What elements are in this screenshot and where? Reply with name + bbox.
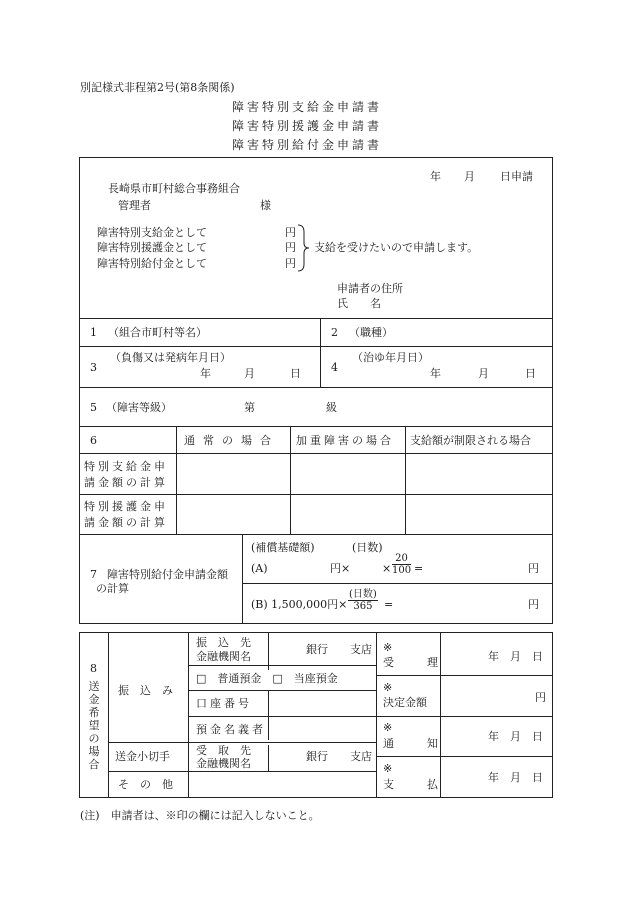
recv-inst-label: 金融機関名 (196, 757, 251, 770)
holder-label: 預金名義者 (196, 723, 266, 736)
r7-a-num: 20 (392, 553, 411, 565)
remit-table (79, 632, 553, 798)
r7-days: (日数) (352, 541, 383, 554)
mark-4: ※ (383, 762, 393, 775)
address-label: 申請者の住所 (337, 282, 403, 295)
received-label: 受 理 (383, 656, 438, 669)
row4-num: 4 (331, 361, 338, 374)
row4-year: 年 (430, 367, 441, 380)
paid-date: 年 月 日 (488, 771, 543, 784)
rule (440, 632, 441, 798)
row1-label: （組合市町村等名） (108, 326, 207, 339)
rule (108, 771, 376, 772)
row6-num: 6 (90, 434, 97, 447)
rule (242, 534, 243, 624)
rule (320, 318, 321, 387)
yen-2: 円 (285, 241, 296, 254)
date-year: 年 (430, 170, 441, 183)
check-label: 送金小切手 (115, 750, 170, 763)
mark-1: ※ (383, 641, 393, 654)
row7-label-2: の計算 (96, 582, 129, 595)
rule (376, 632, 377, 798)
r7-a-den: 100 (392, 565, 412, 576)
honorific: 様 (260, 199, 271, 212)
r7-base: (補償基礎額) (251, 541, 315, 554)
date-month: 月 (464, 170, 475, 183)
footnote: (注) 申請者は、※印の欄には記入しないこと。 (80, 809, 320, 822)
r7-a-yen: 円× (330, 562, 351, 575)
r7-a-x: × (382, 562, 392, 575)
rule (79, 346, 553, 347)
decided-label: 決定金額 (383, 696, 427, 709)
rule (108, 632, 109, 798)
row2-num: 2 (331, 326, 338, 339)
yen-1: 円 (285, 226, 296, 239)
line-kyufukin: 障害特別給付金として (97, 257, 207, 270)
line-engokin: 障害特別援護金として (97, 241, 207, 254)
row2-label: （職種） (349, 326, 393, 339)
row5-dai: 第 (244, 401, 255, 414)
remit-vertical-label: 送金希望の場合 (88, 680, 100, 771)
r7-a-fraction (392, 553, 411, 576)
r7-b-eq: = (384, 598, 394, 611)
r7-b-fraction (348, 589, 378, 612)
manager-label: 管理者 (118, 199, 151, 212)
r7-a: (A) (251, 562, 268, 575)
r7-a-eq: = (414, 562, 424, 575)
brace-icon (297, 224, 311, 272)
col-added: 加重障害の場合 (296, 434, 394, 447)
rule (188, 716, 376, 717)
name-label: 氏 名 (337, 297, 381, 310)
r7-b: (B) 1,500,000円× (251, 598, 348, 611)
rule (79, 534, 553, 535)
rule (188, 632, 189, 798)
mark-2: ※ (383, 681, 393, 694)
recv-bank-suffix: 銀行 支店 (306, 750, 372, 763)
rule (108, 742, 376, 743)
row3-num: 3 (90, 361, 97, 374)
rule (376, 675, 553, 676)
line-shikyukin: 障害特別支給金として (97, 226, 207, 239)
bank-suffix: 銀行 支店 (306, 643, 372, 656)
rule (188, 665, 376, 666)
received-date: 年 月 日 (488, 650, 543, 663)
request-text: 支給を受けたいので申請します。 (314, 241, 479, 254)
rule (268, 745, 269, 771)
r7-b-yen-result: 円 (528, 598, 539, 611)
row7-label-1: 障害特別給付金申請金額 (107, 568, 228, 581)
bank-to-label: 振 込 先 (196, 636, 251, 649)
rule (188, 690, 376, 691)
col-normal: 通常の場合 (184, 434, 279, 447)
recv-to-label: 受 取 先 (196, 744, 251, 757)
rule (79, 318, 553, 319)
r7-a-yen-result: 円 (528, 562, 539, 575)
row4-label: （治ゆ年月日） (352, 351, 429, 364)
title-1: 障害特別支給金申請書 (232, 100, 383, 114)
form-id: 別記様式非程第2号(第8条関係) (80, 81, 235, 94)
row3-day: 日 (290, 367, 301, 380)
row3-label: （負傷又は発病年月日） (110, 351, 231, 364)
rule (376, 716, 553, 717)
rule (79, 387, 553, 388)
rule (176, 426, 177, 534)
rule (79, 453, 553, 454)
furikomi-label: 振 込 み (118, 684, 173, 697)
row1-num: 1 (90, 326, 97, 339)
row7-num: 7 (90, 568, 97, 581)
rule (268, 690, 269, 740)
row4-month: 月 (478, 367, 489, 380)
rule (79, 426, 553, 427)
col-limited: 支給額が制限される場合 (410, 434, 531, 447)
bank-inst-label: 金融機関名 (196, 650, 251, 663)
rule (376, 756, 553, 757)
calc-engo-1: 特別援護金申 (84, 500, 168, 513)
mark-3: ※ (383, 721, 393, 734)
calc-engo-2: 請金額の計算 (84, 516, 168, 529)
calc-shikyu-2: 請金額の計算 (84, 476, 168, 489)
row5-label: （障害等級） (106, 401, 172, 414)
rule (290, 426, 291, 534)
notified-date: 年 月 日 (488, 730, 543, 743)
account-no-label: 口座番号 (196, 697, 252, 710)
r7-b-den: 365 (353, 601, 373, 612)
r7-b-num: (日数) (349, 589, 377, 600)
yen-3: 円 (285, 257, 296, 270)
rule (405, 426, 406, 534)
account-type: □ 普通預金 □ 当座預金 (196, 672, 338, 685)
notified-label: 通 知 (383, 737, 438, 750)
row5-num: 5 (90, 401, 97, 414)
row3-year: 年 (200, 367, 211, 380)
rule (79, 494, 553, 495)
paid-label: 支 払 (383, 778, 438, 791)
calc-shikyu-1: 特別支給金申 (84, 460, 168, 473)
decided-yen: 円 (535, 691, 546, 704)
other-label: そ の 他 (118, 778, 173, 791)
remit-num: 8 (90, 662, 97, 675)
date-apply: 日申請 (500, 170, 533, 183)
title-3: 障害特別給付金申請書 (232, 138, 383, 152)
title-2: 障害特別援護金申請書 (232, 119, 383, 133)
rule (242, 583, 553, 584)
row5-kyu: 級 (326, 401, 337, 414)
org-name: 長崎県市町村総合事務組合 (108, 182, 240, 195)
row4-day: 日 (525, 367, 536, 380)
row3-month: 月 (244, 367, 255, 380)
